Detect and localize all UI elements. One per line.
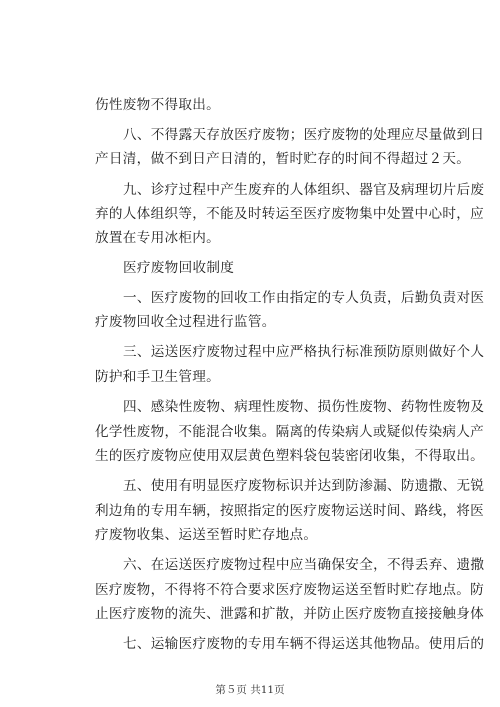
section-heading: 医疗废物回收制度 <box>123 260 235 276</box>
text-line: 生的医疗废物应使用双层黄色塑料袋包装密闭收集，不得取出。 <box>95 448 485 464</box>
text-line: 伤性废物不得取出。 <box>95 97 221 113</box>
text-line: 利边角的专用车辆，按照指定的医疗废物运送时间、路线，将医 <box>95 503 485 519</box>
paragraph-start: 六、在运送医疗废物过程中应当确保安全，不得丢弃、遗撒 <box>123 557 485 573</box>
text-line: 化学性废物，不能混合收集。隔离的传染病人或疑似传染病人产 <box>95 424 485 440</box>
text-line: 放置在专用冰柜内。 <box>95 230 221 246</box>
text-line: 防护和手卫生管理。 <box>95 369 221 385</box>
text-line: 弃的人体组织等，不能及时转运至医疗废物集中处置中心时，应 <box>95 206 485 222</box>
paragraph-start: 五、使用有明显医疗废物标识并达到防渗漏、防遗撒、无锐 <box>123 478 485 494</box>
paragraph-start: 一、医疗废物的回收工作由指定的专人负责，后勤负责对医 <box>123 290 485 306</box>
paragraph-start: 八、不得露天存放医疗废物；医疗废物的处理应尽量做到日 <box>123 127 485 143</box>
text-line: 止医疗废物的流失、泄露和扩散，并防止医疗废物直接接触身体 <box>95 606 485 622</box>
text-line: 医疗废物，不得将不符合要求医疗废物运送至暂时贮存地点。防 <box>95 582 485 598</box>
paragraph-start: 四、感染性废物、病理性废物、损伤性废物、药物性废物及 <box>123 399 485 415</box>
text-line: 产日清，做不到日产日清的，暂时贮存的时间不得超过２天。 <box>95 151 471 167</box>
paragraph-start: 七、运输医疗废物的专用车辆不得运送其他物品。使用后的 <box>123 636 485 652</box>
paragraph-start: 九、诊疗过程中产生废弃的人体组织、器官及病理切片后废 <box>123 182 485 198</box>
page-number-footer: 第５页 共11页 <box>215 684 285 696</box>
text-line: 疗废物收集、运送至暂时贮存地点。 <box>95 527 318 543</box>
text-line: 疗废物回收全过程进行监管。 <box>95 314 276 330</box>
paragraph-start: 三、运送医疗废物过程中应严格执行标准预防原则做好个人 <box>123 344 485 360</box>
